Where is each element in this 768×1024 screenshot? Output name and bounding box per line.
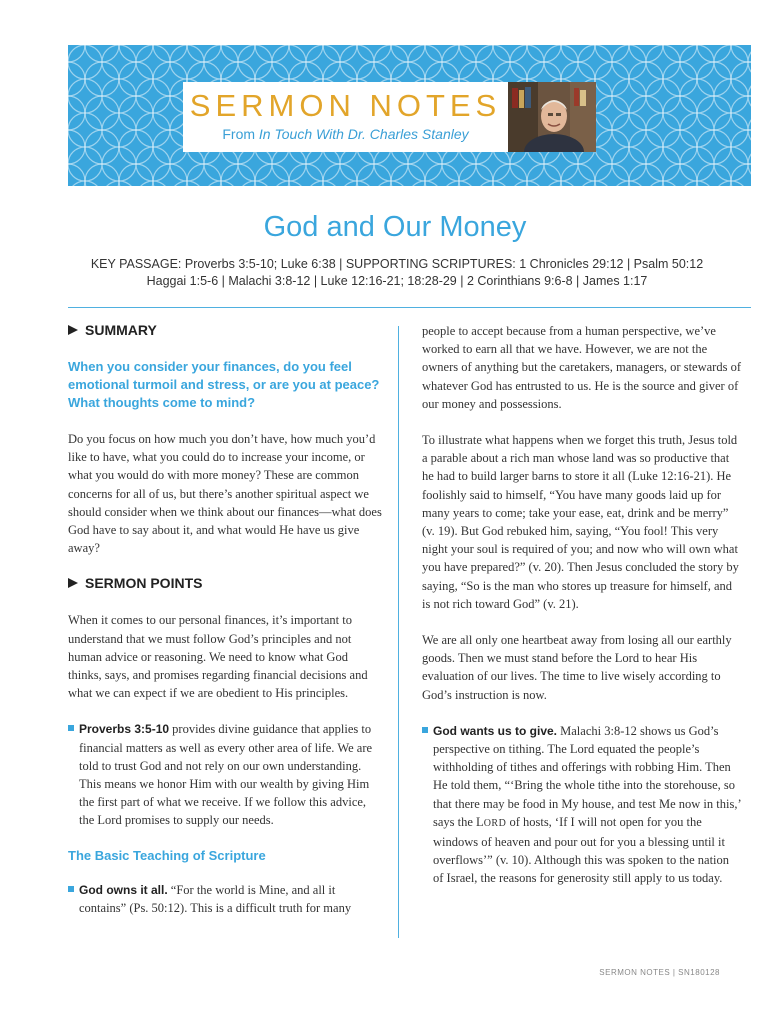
bullet-square-icon [68,725,74,731]
speaker-photo [508,82,596,152]
right-column [422,322,742,888]
sermon-points-heading: SERMON POINTS [68,575,383,591]
sermon-points-body: When it comes to our personal finances, it’s important to understand that we must follow God’s principles and not human advice or reasoning. We need to know what God thinks, says, and promises regarding financial decisions and what we can expect if we are obedient to His principles. [68,613,368,701]
bullet-proverbs: Proverbs 3:5-10 provides divine guidance that applies to financial matters as well as every other area of life. We are told to trust God and not rely on our own understanding. This means we honor Him with our wealth by giving Him the first part of what we receive. If we follow this advice, the Lord promises to supply our needs. [68,720,383,829]
right-paragraph-3: We are all only one heartbeat away from losing all our earthly goods. Then we must stand before the Lord to hear His evaluation of our lives. The time to live wisely according to God’s instruction is now. [422,633,732,702]
triangle-icon [68,578,78,588]
sermon-notes-title: SERMON NOTES [189,88,502,123]
summary-body: Do you focus on how much you don’t have, how much you’d like to have, what you could do to increase your income, or what you would do with more money? These are common concerns for all of us, but there’s another spiritual aspect we should consider when we think about our finances—what does God have to say about it, and what would He have us give away? [68,432,382,556]
bullet-god-owns-it-all: God owns it all. “For the world is Mine, and all it contains” (Ps. 50:12). This is a difficult truth for many [68,881,383,917]
summary-question: When you consider your finances, do you feel emotional turmoil and stress, or are you at peace? What thoughts come to mind? [68,359,380,410]
footer-code: SERMON NOTES | SN180128 [599,968,720,977]
left-column [68,322,383,917]
subheading-basic-teaching: The Basic Teaching of Scripture [68,847,266,863]
right-paragraph-2: To illustrate what happens when we forget this truth, Jesus told a parable about a rich man whose land was so productive that he had to build larger barns to store it all (Luke 12:16-21). He foolishly said to himself, “You have many goods laid up for many years to come; take your ease, eat, drink and be merry” (v. 19). But God rebuked him, saying, “You fool! This very night your soul is required of you; and now who will own what you have prepared?” (v. 20). Then Jesus concluded the story by saying, “So is the man who stores up treasure for himself, and is not rich toward God” (v. 21). [422,433,739,611]
bullet-square-icon [68,886,74,892]
bullet-square-icon [422,727,428,733]
key-passage-line: KEY PASSAGE: Proverbs 3:5-10; Luke 6:38 | SUPPORTING SCRIPTURES: 1 Chronicles 29:12 | Psalm 50:12 [90,257,704,271]
title-box [183,82,508,152]
sermon-notes-subtitle: From In Touch With Dr. Charles Stanley [222,126,469,142]
bullet-god-wants-us-to-give: God wants us to give. Malachi 3:8-12 shows us God’s perspective on tithing. The Lord equated the people’s withholding of tithes and offerings with robbing Him. Then He told them, “‘Bring the whole tithe into the storehouse, so that there may be food in My house, and test Me now in this,’ says the LORD of hosts, ‘If I will not open for you the windows of heaven and pour out for you a blessing until it overflows’” (v. 10). Although this was spoken to the nation of Israel, the reasons for generosity still apply to us today. [422,722,742,888]
show-name: In Touch With Dr. Charles Stanley [258,126,469,142]
column-divider [398,326,399,938]
right-paragraph-1: people to accept because from a human perspective, we’ve worked to earn all that we have. However, we are not the owners of anything but the caretakers, managers, or stewards of whatever God has entrusted to us. He is the source and giver of our money and possessions. [422,324,741,411]
supporting-scriptures-line: Haggai 1:5-6 | Malachi 3:8-12 | Luke 12:16-21; 18:28-29 | 2 Corinthians 9:6-8 | James 1:17 [146,274,648,288]
summary-heading: SUMMARY [68,322,383,338]
triangle-icon [68,325,78,335]
horizontal-divider [68,307,751,308]
speaker-portrait-icon [508,82,596,152]
page-title: God and Our Money [263,211,527,243]
